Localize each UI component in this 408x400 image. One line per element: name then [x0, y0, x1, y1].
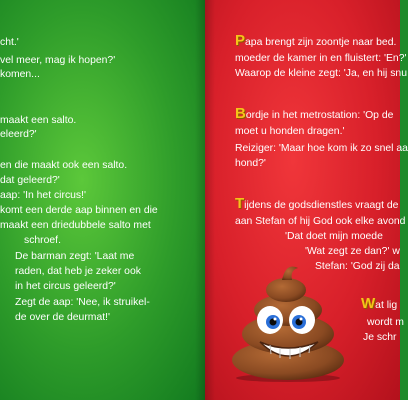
left-line: Zegt de aap: 'Nee, ik struikel- — [15, 297, 150, 308]
left-line: schroef. — [24, 235, 61, 246]
left-line: cht.' — [0, 37, 19, 48]
left-line: maakt een salto. — [0, 115, 77, 126]
joke-1-line: moeder de kamer in en fluistert: 'En?' — [235, 53, 407, 64]
joke-2-line: Reiziger: 'Maar hoe kom ik zo snel aa — [235, 143, 408, 154]
left-line: vel meer, mag ik hopen?' — [0, 55, 116, 66]
joke-3-initial: T — [235, 195, 245, 212]
joke-1-line: Waarop de kleine zegt: 'Ja, en hij snu — [235, 68, 407, 79]
joke-3-text: ijdens de godsdienstles vraagt de — [244, 200, 399, 211]
joke-1-text: apa brengt zijn zoontje naar bed. — [245, 37, 397, 48]
left-line: en die maakt ook een salto. — [0, 160, 128, 171]
left-line: raden, dat heb je zeker ook — [15, 266, 141, 277]
joke-3-line: 'Wat zegt ze dan?' w — [305, 246, 400, 257]
smiling-poop-icon — [230, 262, 346, 382]
joke-2-text: ordje in het metrostation: 'Op de — [245, 110, 394, 121]
joke-4-first-line — [361, 297, 397, 312]
joke-4-line: Je schr — [363, 332, 397, 343]
joke-3-line: aan Stefan of hij God ook elke avond — [235, 216, 406, 227]
joke-1-first-line — [235, 34, 396, 49]
joke-3-first-line — [235, 197, 398, 212]
book-gutter — [195, 0, 215, 400]
joke-4-text: at lig — [375, 300, 398, 311]
left-line: de over de deurmat!' — [15, 312, 110, 323]
left-line: De barman zegt: 'Laat me — [15, 251, 135, 262]
joke-2-initial: B — [235, 105, 246, 122]
left-line: in het circus geleerd?' — [15, 281, 116, 292]
left-line: aap: 'In het circus!' — [0, 190, 86, 201]
left-line: komt een derde aap binnen en die — [0, 205, 158, 216]
left-line: eleerd?' — [0, 129, 37, 140]
joke-2-line: moet u honden dragen.' — [235, 126, 345, 137]
joke-3-line: 'Dat doet mijn moede — [285, 231, 383, 242]
left-line: maakt een driedubbele salto met — [0, 220, 151, 231]
left-line: dat geleerd?' — [0, 175, 60, 186]
joke-4-initial: W — [361, 295, 376, 312]
joke-3-line: Stefan: 'God zij da — [315, 261, 400, 272]
joke-4-line: wordt m — [367, 317, 404, 328]
joke-2-line: hond?' — [235, 158, 266, 169]
left-line: komen... — [0, 69, 40, 80]
joke-2-first-line — [235, 107, 393, 122]
joke-1-initial: P — [235, 32, 246, 49]
